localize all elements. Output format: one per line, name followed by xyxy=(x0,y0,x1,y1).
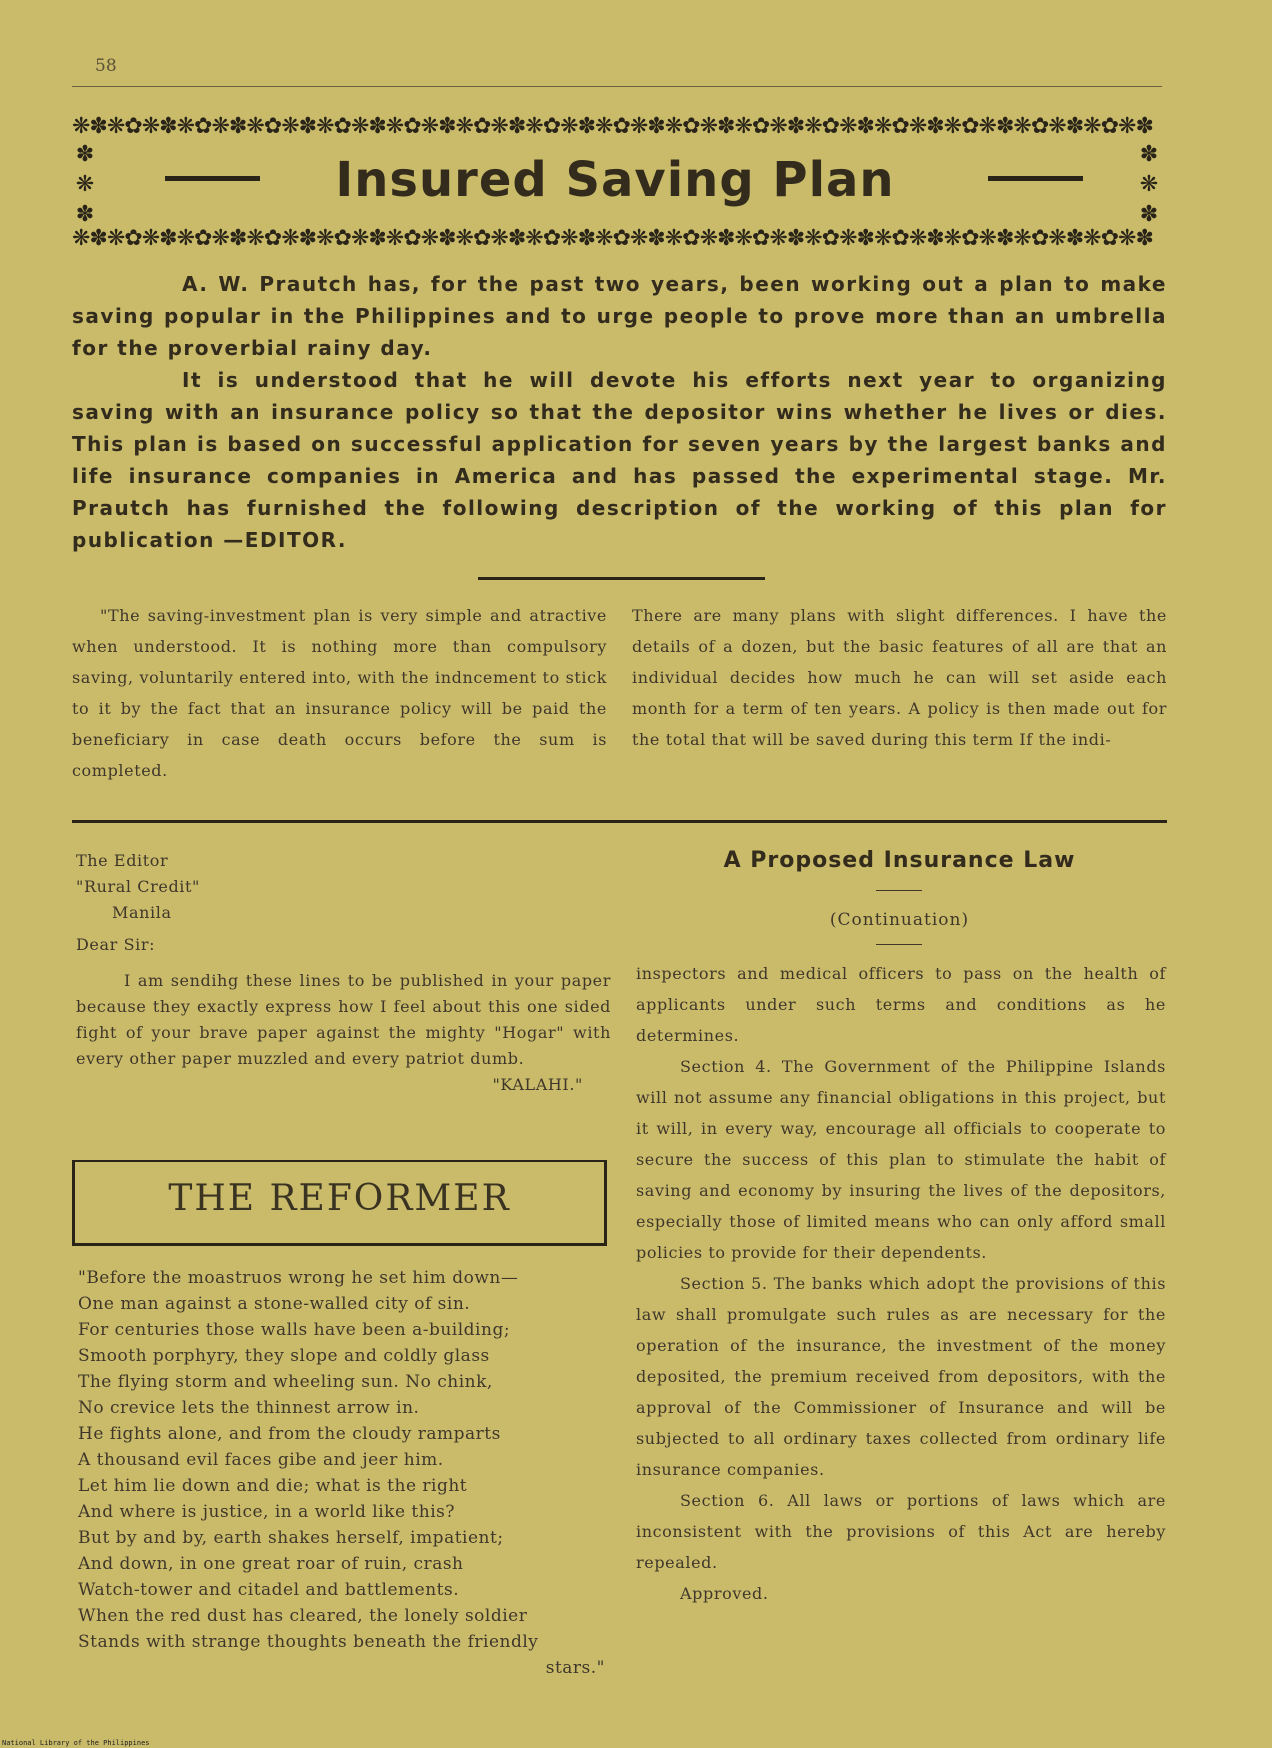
article-text-right: There are many plans with slight differences. I have the details of a dozen, but the basic features of all are that an individual decides how much he can will set aside each month for a term of ten years. A policy is then made out for the total that will be saved during this term If the indi- xyxy=(632,606,1167,749)
letter-address-city: Manila xyxy=(112,903,172,922)
poem-line: Watch-tower and citadel and battlements. xyxy=(78,1580,460,1600)
poem-title: THE REFORMER xyxy=(168,1178,511,1219)
article-title: Insured Saving Plan xyxy=(335,152,895,208)
letter-body: I am sendihg these lines to be published in your paper because they exactly express how I feel about this one sided fight of your brave paper against the mighty "Hogar" with every other paper muzzled and every patriot dumb. xyxy=(76,971,611,1068)
section-divider xyxy=(72,820,1167,823)
poem-line: "Before the moastruos wrong he set him down— xyxy=(78,1268,519,1288)
letter-address-line: The Editor xyxy=(76,851,169,870)
poem-line: Stands with strange thoughts beneath the friendly xyxy=(78,1632,539,1652)
poem-line: For centuries those walls have been a-building; xyxy=(78,1320,511,1340)
poem-title-box xyxy=(72,1160,607,1246)
article-text-left: "The saving-investment plan is very simple and atractive when understood. It is nothing more than compulsory saving, voluntarily entered into, with the indncement to stick to it by the fact that an insurance policy will be paid the beneficiary in case death occurs before the sum is completed. xyxy=(72,606,607,780)
letter-address-line: "Rural Credit" xyxy=(76,877,201,896)
poem-last-word: stars." xyxy=(545,1658,605,1678)
heading-dash xyxy=(876,890,922,891)
continuation-label: (Continuation) xyxy=(829,910,970,930)
poem-line: No crevice lets the thinnest arrow in. xyxy=(78,1398,420,1418)
letter-to-editor xyxy=(76,848,611,1098)
ornament-border-top: ❋✽❋✿❋✽❋✿❋✽❋✿❋✽❋✿❋✽❋✿❋✽❋✿❋✽❋✿❋✽❋✿❋✽❋✿❋✽❋✿❋✽❋✿❋✽❋✿❋✽❋✿❋✽❋✿❋✽❋✿❋✽ xyxy=(72,114,1153,139)
poem xyxy=(78,1265,613,1681)
law-paragraph: inspectors and medical officers to pass on the health of applicants under such terms and conditions as he determines. xyxy=(636,964,1166,1045)
poem-line: A thousand evil faces gibe and jeer him. xyxy=(78,1450,444,1470)
intro-paragraph-2: It is understood that he will devote his efforts next year to organizing saving with an insurance policy so that the depositor wins whether he lives or dies. This plan is based on successful application for seven years by the largest banks and life insurance companies in America and has passed the experimental stage. Mr. Prautch has furnished the following description of the working of this plan for publication —EDITOR. xyxy=(72,368,1167,552)
ornament-border-left: ✽ ❋ ✽ xyxy=(75,142,95,227)
poem-line: And down, in one great roar of ruin, crash xyxy=(78,1554,464,1574)
poem-line: Smooth porphyry, they slope and coldly glass xyxy=(78,1346,490,1366)
ornament-border-bottom: ❋✽❋✿❋✽❋✿❋✽❋✿❋✽❋✿❋✽❋✿❋✽❋✿❋✽❋✿❋✽❋✿❋✽❋✿❋✽❋✿❋✽❋✿❋✽❋✿❋✽❋✿❋✽❋✿❋✽❋✿❋✽ xyxy=(72,226,1153,251)
law-body xyxy=(636,958,1166,1609)
poem-line: And where is justice, in a world like this? xyxy=(78,1502,455,1522)
poem-line: One man against a stone-walled city of sin. xyxy=(78,1294,471,1314)
ornament-border-right: ✽ ❋ ✽ xyxy=(1139,142,1159,227)
poem-line: But by and by, earth shakes herself, impatient; xyxy=(78,1528,504,1548)
editor-intro xyxy=(72,268,1167,556)
law-heading: A Proposed Insurance Law xyxy=(723,848,1076,873)
letter-salutation: Dear Sir: xyxy=(76,935,156,954)
article-column-right xyxy=(632,600,1167,755)
letter-signature: "KALAHI." xyxy=(492,1075,583,1094)
intro-paragraph-1: A. W. Prautch has, for the past two years, been working out a plan to make saving popular in the Philippines and to urge people to prove more than an umbrella for the proverbial rainy day. xyxy=(72,272,1167,360)
poem-line: Let him lie down and die; what is the right xyxy=(78,1476,468,1496)
law-section-4: Section 4. The Government of the Philippine Islands will not assume any financial obligations in this project, but it will, in every way, encourage all officials to cooperate to secure the success of this plan to stimulate the habit of saving and economy by insuring the lives of the depositors, especially those of limited means who can only afford small policies to provide for their dependents. xyxy=(636,1057,1166,1262)
law-approved: Approved. xyxy=(680,1584,769,1603)
top-rule xyxy=(72,86,1162,87)
poem-line: He fights alone, and from the cloudy ramparts xyxy=(78,1424,501,1444)
title-dash-right xyxy=(988,176,1083,181)
poem-line: When the red dust has cleared, the lonely soldier xyxy=(78,1606,528,1626)
law-section-5: Section 5. The banks which adopt the provisions of this law shall promulgate such rules as are necessary for the operation of the insurance, the investment of the money deposited, the premium received from depositors, with the approval of the Commissioner of Insurance and will be subjected to all ordinary taxes collected from ordinary life insurance companies. xyxy=(636,1274,1166,1479)
poem-line: The flying storm and wheeling sun. No chink, xyxy=(78,1372,493,1392)
law-section-6: Section 6. All laws or portions of laws which are inconsistent with the provisions of this Act are hereby repealed. xyxy=(636,1491,1166,1572)
center-divider xyxy=(478,577,765,580)
heading-dash xyxy=(876,944,922,945)
page-number: 58 xyxy=(95,56,117,76)
article-column-left xyxy=(72,600,607,786)
footer-credit: National Library of the Philippines xyxy=(2,1739,150,1747)
